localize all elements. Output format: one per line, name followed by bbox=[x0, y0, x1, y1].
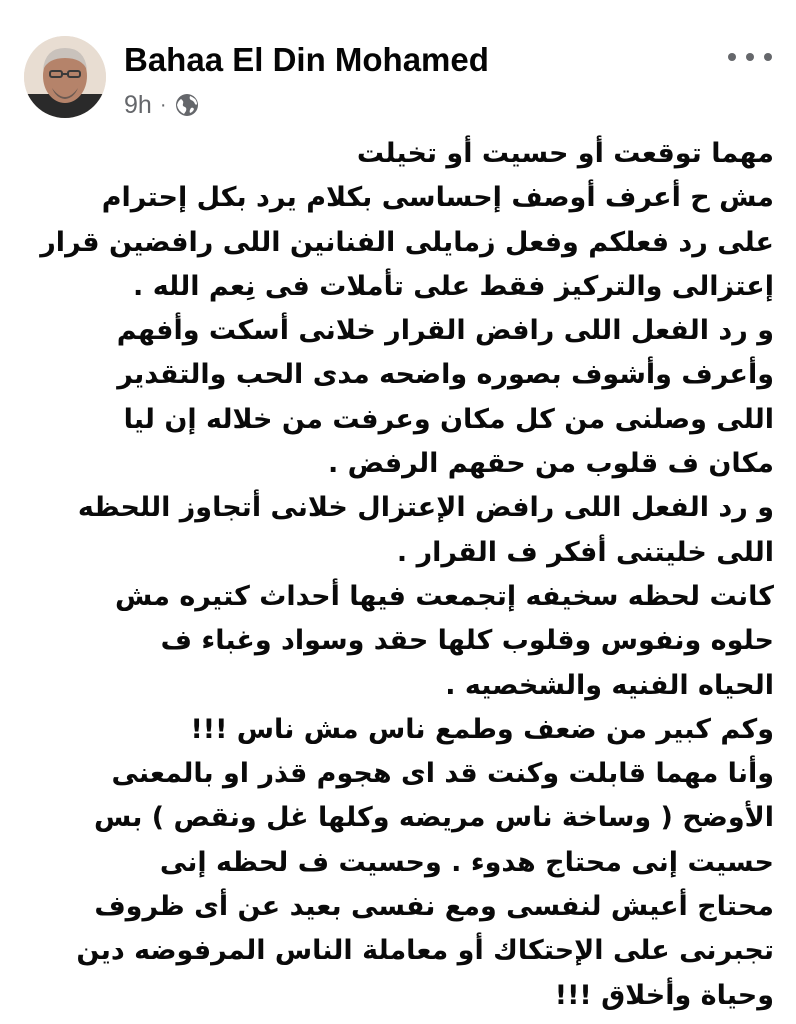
post-text-line: و رد الفعل اللى رافض الإعتزال خلانى أتجاوز اللحظه bbox=[77, 492, 774, 524]
globe-icon[interactable] bbox=[174, 92, 200, 118]
post-text-line: و رد الفعل اللى رافض القرار خلانى أسكت وأفهم bbox=[116, 315, 774, 347]
more-dot bbox=[728, 53, 736, 61]
post-text-line: حلوه ونفوس وقلوب كلها حقد وسواد وغباء ف bbox=[160, 625, 774, 657]
post-text-line: كانت لحظه سخيفه إتجمعت فيها أحداث كتيره مش bbox=[115, 580, 774, 612]
post-text-line: وحياة وأخلاق !!! bbox=[554, 979, 774, 1011]
meta-separator: · bbox=[159, 93, 167, 116]
post-text bbox=[14, 132, 774, 1018]
more-dot bbox=[764, 53, 772, 61]
post-text-line: الحياه الفنيه والشخصيه . bbox=[445, 669, 774, 701]
post-text-line: مش ح أعرف أوصف إحساسى بكلام يرد بكل إحترام bbox=[101, 182, 774, 214]
profile-photo bbox=[24, 36, 106, 118]
more-dot bbox=[746, 53, 754, 61]
post-header bbox=[0, 0, 796, 130]
post-text-line: مكان ف قلوب من حقهم الرفض . bbox=[328, 448, 774, 480]
post-text-line: تجبرنى على الإحتكاك أو معاملة الناس المرفوضه دين bbox=[76, 935, 774, 967]
post-text-line: وأعرف وأشوف بصوره واضحه مدى الحب والتقدير bbox=[117, 359, 774, 391]
post-text-line: وكم كبير من ضعف وطمع ناس مش ناس !!! bbox=[190, 713, 774, 745]
post-text-line: على رد فعلكم وفعل زمايلى الفنانين اللى رافضين قرار bbox=[40, 226, 774, 258]
post-time[interactable]: 9h bbox=[124, 90, 152, 119]
avatar[interactable] bbox=[24, 36, 106, 118]
more-options-icon[interactable] bbox=[728, 42, 772, 72]
post-text-line: اللى خليتنى أفكر ف القرار . bbox=[396, 536, 774, 568]
post-text-line: إعتزالى والتركيز فقط على تأملات فى نِعم الله . bbox=[133, 270, 774, 302]
post-meta bbox=[124, 90, 200, 120]
post-text-line: وأنا مهما قابلت وكنت قد اى هجوم قذر او بالمعنى bbox=[111, 758, 774, 790]
post-text-line: اللى وصلنى من كل مكان وعرفت من خلاله إن ليا bbox=[123, 403, 774, 435]
post-text-line: محتاج أعيش لنفسى ومع نفسى بعيد عن أى ظروف bbox=[94, 891, 774, 923]
post-text-line: مهما توقعت أو حسيت أو تخيلت bbox=[356, 138, 774, 169]
post-text-line: حسيت إنى محتاج هدوء . وحسيت ف لحظه إنى bbox=[159, 846, 774, 878]
author-name[interactable]: Bahaa El Din Mohamed bbox=[124, 41, 489, 78]
post-text-line: الأوضح ( وساخة ناس مريضه وكلها غل ونقص ) بس bbox=[94, 802, 774, 834]
